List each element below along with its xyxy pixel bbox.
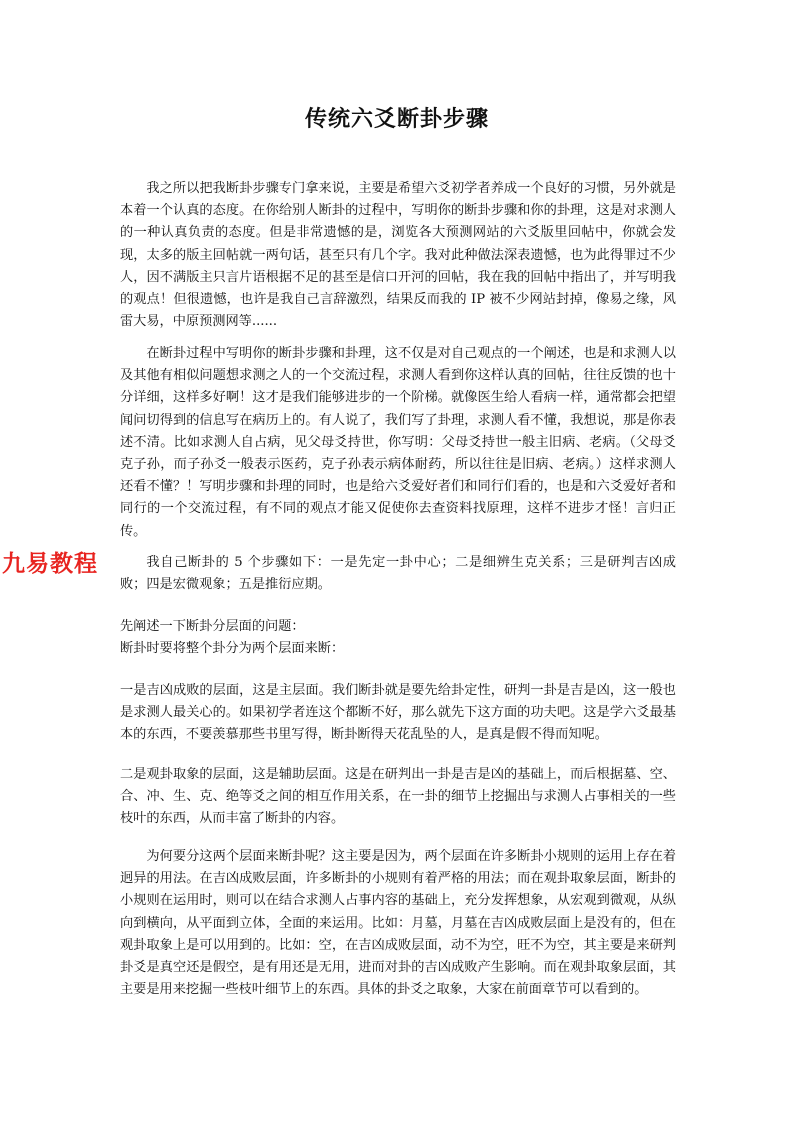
paragraph-five-steps: 我自己断卦的 5 个步骤如下：一是先定一卦中心；二是细辨生克关系；三是研判吉凶成败；四是宏微观象；五是推衍应期。 (120, 555, 676, 593)
document-title: 传统六爻断卦步骤 (304, 107, 489, 132)
paragraph-why-two-layers: 为何要分这两个层面来断卦呢？这主要是因为，两个层面在许多断卦小规则的运用上存在着迥异的用法。在吉凶成败层面，许多断卦的小规则有着严格的用法；而在观卦取象层面，断卦的小规则在运用时，则可以在结合求测人占事内容的基础上，充分发挥想象，从宏观到微观，从纵向到横向，从平面到立体，全面的来运用。比如：月墓，月墓在吉凶成败层面上是没有的，但在观卦取象上是可以用到的。比如：空，在吉凶成败层面，动不为空，旺不为空，其主要是来研判卦爻是真空还是假空，是有用还是无用，进而对卦的吉凶成败产生影响。而在观卦取象层面，其主要是用来挖掘一些枝叶细节上的东西。具体的卦爻之取象，大家在前面章节可以看到的。 (120, 849, 676, 998)
paragraph-layer-two: 二是观卦取象的层面，这是辅助层面。这是在研判出一卦是吉是凶的基础上，而后根据墓、空、合、冲、生、克、绝等爻之间的相互作用关系，在一卦的细节上挖掘出与求测人占事相关的一些枝叶的东西，从而丰富了断卦的内容。 (120, 767, 676, 827)
paragraph-intro: 我之所以把我断卦步骤专门拿来说，主要是希望六爻初学者养成一个良好的习惯，另外就是本着一个认真的态度。在你给别人断卦的过程中，写明你的断卦步骤和你的卦理，这是对求测人的一种认真负责的态度。但是非常遗憾的是，浏览各大预测网站的六爻版里回帖中，你就会发现，太多的版主回帖就一两句话，甚至只有几个字。我对此种做法深表遗憾，也为此得罪过不少人，因不满版主只言片语根据不足的甚至是信口开河的回帖，我在我的回帖中指出了，并写明我的观点！但很遗憾，也许是我自己言辞激烈，结果反而我的 IP 被不少网站封掉，像易之缘，风雷大易，中原预测网等...... (120, 181, 676, 330)
paragraph-reasoning: 在断卦过程中写明你的断卦步骤和卦理，这不仅是对自己观点的一个阐述，也是和求测人以及其他有相似问题想求测之人的一个交流过程，求测人看到你这样认真的回帖，往往反馈的也十分详细，这样多好啊！这才是我们能够进步的一个阶梯。就像医生给人看病一样，通常都会把望闻问切得到的信息写在病历上的。有人说了，我们写了卦理，求测人看不懂，我想说，那是你表述不清。比如求测人自占病，见父母爻持世，你写明：父母爻持世一般主旧病、老病。（父母爻克子孙，而子孙爻一般表示医药，克子孙表示病体耐药，所以往往是旧病、老病。）这样求测人还看不懂？！写明步骤和卦理的同时，也是给六爻爱好者们和同行们看的，也是和六爻爱好者和同行的一个交流过程，有不同的观点才能又促使你去查资料找原理，这样不进步才怪！言归正传。 (120, 346, 676, 539)
paragraph-layers-intro: 先阐述一下断卦分层面的问题： (120, 619, 305, 634)
paragraph-layer-one: 一是吉凶成败的层面，这是主层面。我们断卦就是要先给卦定性，研判一卦是吉是凶，这一般也是求测人最关心的。如果初学者连这个都断不好，那么就先下这方面的功夫吧。这是学六爻最基本的东西，不要羡慕那些书里写得，断卦断得天花乱坠的人，是真是假不得而知呢。 (120, 683, 676, 743)
paragraph-layers-two: 断卦时要将整个卦分为两个层面来断： (120, 641, 345, 656)
watermark-logo: 九易教程 (2, 551, 98, 577)
